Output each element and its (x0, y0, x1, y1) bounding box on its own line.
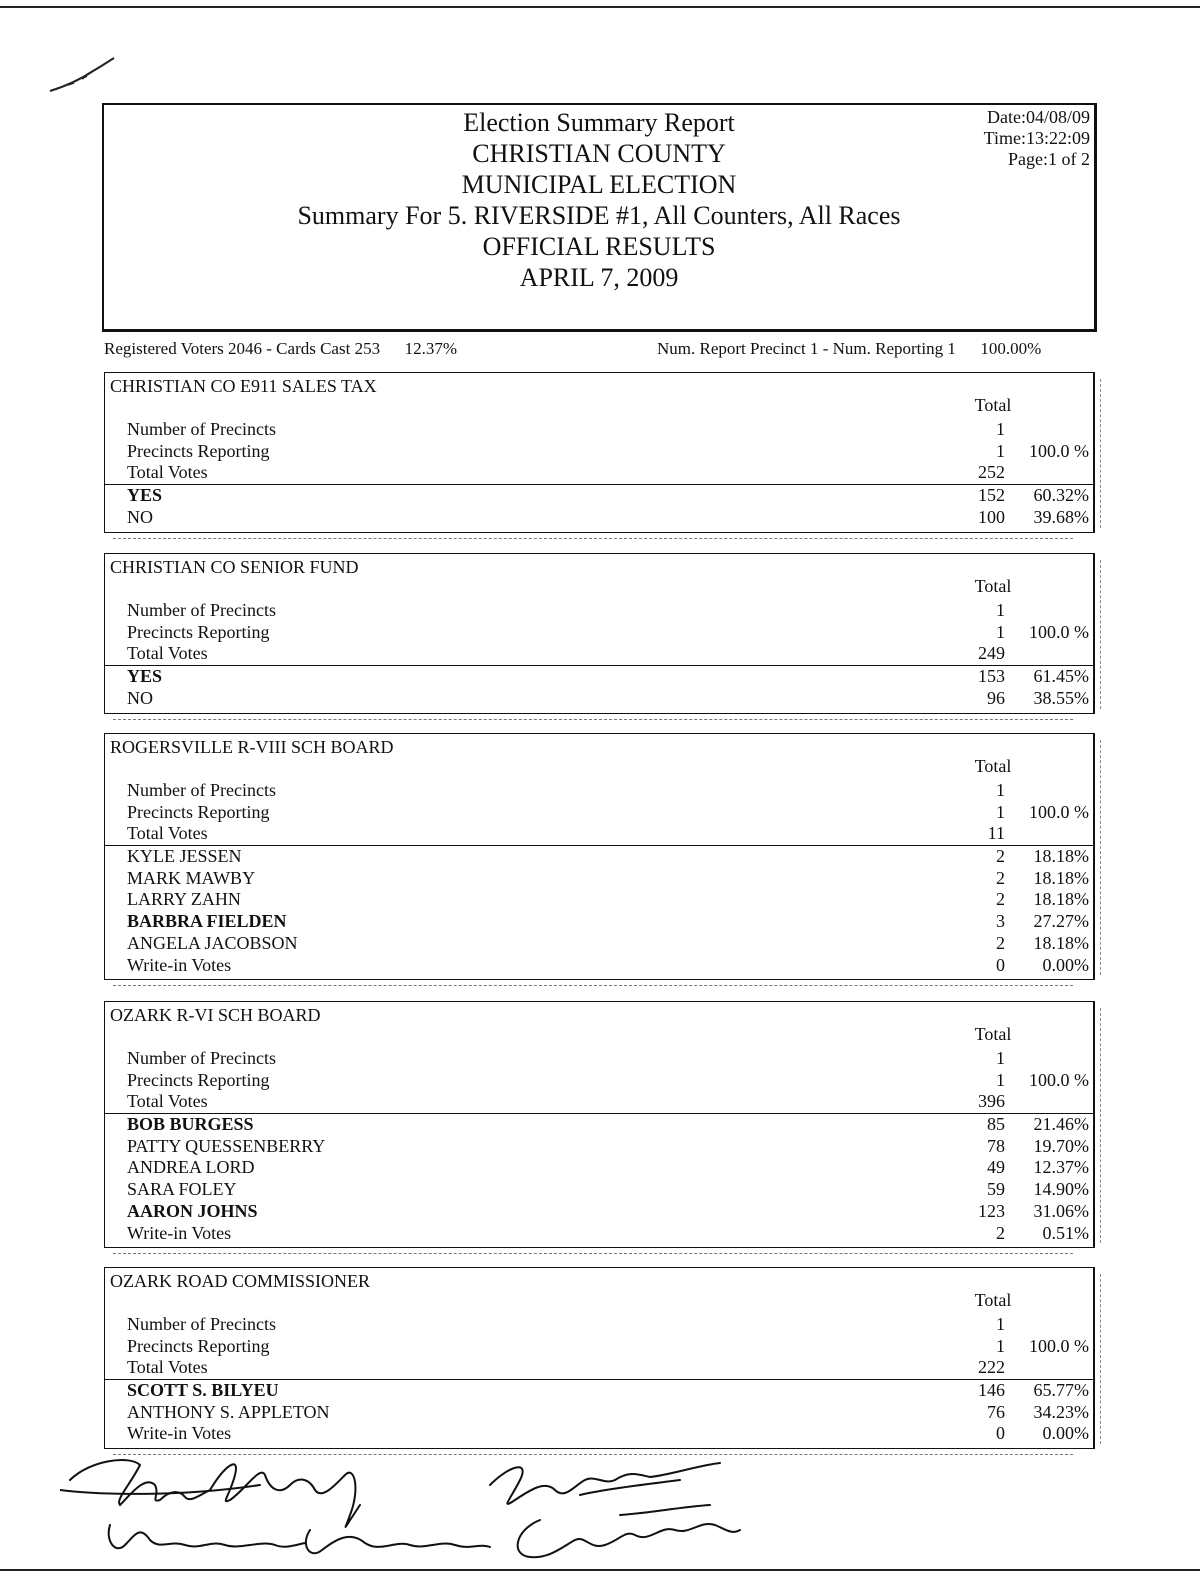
row-percent: 18.18% (1033, 889, 1089, 910)
row-percent: 12.37% (1033, 1157, 1089, 1178)
row-label: Precincts Reporting (127, 621, 270, 642)
row-count: 249 (978, 643, 1005, 664)
total-column-header: Total (974, 576, 1012, 596)
row-count: 1 (996, 1069, 1005, 1090)
row-label: ANTHONY S. APPLETON (127, 1401, 330, 1422)
turnout-percent: 12.37% (404, 339, 457, 358)
row-label: Number of Precincts (127, 419, 276, 439)
row-label: Total Votes (127, 1357, 208, 1378)
result-row (105, 507, 1093, 529)
report-time: Time:13:22:09 (983, 128, 1090, 148)
row-count: 123 (978, 1200, 1005, 1221)
result-row (105, 1179, 1093, 1201)
row-label: BOB BURGESS (127, 1114, 254, 1135)
row-count: 49 (987, 1157, 1005, 1178)
race-box (104, 1001, 1095, 1248)
row-percent: 39.68% (1033, 506, 1089, 527)
row-label: YES (127, 666, 163, 687)
result-row (105, 1423, 1093, 1445)
row-count: 1 (996, 801, 1005, 822)
row-label: Number of Precincts (127, 600, 276, 620)
voter-summary (104, 339, 457, 359)
result-row (105, 955, 1093, 977)
row-percent: 19.70% (1033, 1135, 1089, 1156)
handwritten-signatures (60, 1445, 760, 1570)
race-rows (105, 1314, 1093, 1445)
row-count: 2 (996, 1222, 1005, 1243)
reporting-percent: 100.00% (980, 339, 1042, 358)
result-row (105, 1379, 1093, 1402)
result-row (105, 1402, 1093, 1424)
report-page: Page:1 of 2 (1008, 149, 1090, 169)
race-box (104, 733, 1095, 980)
race-box (104, 553, 1095, 714)
row-count: 2 (996, 889, 1005, 910)
election-name: MUNICIPAL ELECTION (461, 170, 737, 199)
row-count: 1 (996, 1335, 1005, 1356)
row-count: 11 (987, 823, 1005, 844)
total-column-header: Total (974, 395, 1012, 415)
row-percent: 0.51% (1042, 1222, 1089, 1243)
race-box (104, 372, 1095, 533)
row-label: Precincts Reporting (127, 1335, 270, 1356)
race-rows (105, 1048, 1093, 1244)
row-label: Total Votes (127, 643, 208, 664)
row-percent: 100.0 % (1029, 440, 1089, 461)
row-count: 252 (978, 462, 1005, 483)
row-percent: 65.77% (1033, 1380, 1089, 1401)
race-title: CHRISTIAN CO SENIOR FUND (110, 557, 359, 577)
row-label: BARBRA FIELDEN (127, 911, 287, 932)
row-count: 85 (987, 1114, 1005, 1135)
report-header-box (102, 103, 1097, 332)
result-row (105, 1357, 1093, 1379)
row-label: Number of Precincts (127, 1314, 276, 1334)
result-row (105, 1048, 1093, 1070)
row-percent: 18.18% (1033, 932, 1089, 953)
result-row (105, 1136, 1093, 1158)
row-label: YES (127, 485, 163, 506)
row-label: MARK MAWBY (127, 867, 256, 888)
result-row (105, 688, 1093, 710)
row-count: 0 (996, 954, 1005, 975)
row-count: 96 (987, 687, 1005, 708)
result-row (105, 622, 1093, 644)
precincts-reporting-summary: Num. Report Precinct 1 - Num. Reporting 1 (657, 339, 956, 358)
row-count: 2 (996, 846, 1005, 867)
result-row (105, 1336, 1093, 1358)
row-count: 3 (996, 911, 1005, 932)
row-percent: 18.18% (1033, 846, 1089, 867)
row-label: ANGELA JACOBSON (127, 932, 298, 953)
row-percent: 34.23% (1033, 1401, 1089, 1422)
row-label: Total Votes (127, 1091, 208, 1112)
bottom-border-rule (0, 1569, 1200, 1571)
row-count: 1 (996, 419, 1005, 439)
result-row (105, 802, 1093, 824)
row-count: 146 (978, 1380, 1005, 1401)
row-count: 222 (978, 1357, 1005, 1378)
row-count: 76 (987, 1401, 1005, 1422)
scan-mark-icon (48, 55, 118, 95)
result-row (105, 1157, 1093, 1179)
result-row (105, 1314, 1093, 1336)
row-label: SCOTT S. BILYEU (127, 1380, 279, 1401)
reporting-summary (657, 339, 1041, 359)
race-title: OZARK R-VI SCH BOARD (110, 1005, 321, 1025)
result-row (105, 1113, 1093, 1136)
row-label: Number of Precincts (127, 1048, 276, 1068)
row-percent: 0.00% (1042, 954, 1089, 975)
summary-scope: Summary For 5. RIVERSIDE #1, All Counters, All Races (297, 201, 901, 230)
row-count: 1 (996, 440, 1005, 461)
row-label: Write-in Votes (127, 954, 232, 975)
row-count: 2 (996, 932, 1005, 953)
results-status: OFFICIAL RESULTS (482, 232, 716, 261)
row-label: Total Votes (127, 823, 208, 844)
result-row (105, 845, 1093, 868)
race-rows (105, 419, 1093, 528)
row-percent: 100.0 % (1029, 621, 1089, 642)
race-rows (105, 600, 1093, 709)
row-percent: 21.46% (1033, 1114, 1089, 1135)
row-percent: 60.32% (1033, 485, 1089, 506)
race-title: ROGERSVILLE R-VIII SCH BOARD (110, 737, 394, 757)
row-label: LARRY ZAHN (127, 889, 241, 910)
row-percent: 0.00% (1042, 1423, 1089, 1444)
race-rows (105, 780, 1093, 976)
row-percent: 38.55% (1033, 687, 1089, 708)
row-percent: 18.18% (1033, 867, 1089, 888)
row-label: NO (127, 687, 153, 708)
row-percent: 100.0 % (1029, 801, 1089, 822)
row-label: NO (127, 506, 153, 527)
row-percent: 31.06% (1033, 1200, 1089, 1221)
result-row (105, 1091, 1093, 1113)
result-row (105, 1201, 1093, 1223)
total-column-header: Total (974, 756, 1012, 776)
row-label: Precincts Reporting (127, 1069, 270, 1090)
row-label: Write-in Votes (127, 1222, 232, 1243)
row-count: 2 (996, 867, 1005, 888)
result-row (105, 889, 1093, 911)
row-count: 1 (996, 621, 1005, 642)
registered-voters: Registered Voters 2046 - Cards Cast 253 (104, 339, 381, 358)
row-count: 1 (996, 1314, 1005, 1334)
result-row (105, 462, 1093, 484)
result-row (105, 665, 1093, 688)
report-title: Election Summary Report (463, 108, 735, 137)
row-label: Precincts Reporting (127, 440, 270, 461)
report-title-block (104, 107, 1094, 293)
result-row (105, 780, 1093, 802)
row-label: ANDREA LORD (127, 1157, 255, 1178)
total-column-header: Total (974, 1290, 1012, 1310)
row-count: 1 (996, 1048, 1005, 1068)
row-percent: 14.90% (1033, 1179, 1089, 1200)
result-row (105, 1070, 1093, 1092)
top-border-rule (0, 6, 1200, 8)
row-label: Precincts Reporting (127, 801, 270, 822)
result-row (105, 600, 1093, 622)
result-row (105, 643, 1093, 665)
row-percent: 61.45% (1033, 666, 1089, 687)
row-count: 1 (996, 600, 1005, 620)
row-label: Number of Precincts (127, 780, 276, 800)
row-label: SARA FOLEY (127, 1179, 237, 1200)
result-row (105, 868, 1093, 890)
row-count: 0 (996, 1423, 1005, 1444)
result-row (105, 419, 1093, 441)
row-percent: 100.0 % (1029, 1335, 1089, 1356)
race-title: OZARK ROAD COMMISSIONER (110, 1271, 371, 1291)
race-title: CHRISTIAN CO E911 SALES TAX (110, 376, 377, 396)
result-row (105, 484, 1093, 507)
row-label: Total Votes (127, 462, 208, 483)
row-count: 59 (987, 1179, 1005, 1200)
row-count: 153 (978, 666, 1005, 687)
total-column-header: Total (974, 1024, 1012, 1044)
county-name: CHRISTIAN COUNTY (472, 139, 726, 168)
report-meta (984, 107, 1090, 170)
result-row (105, 441, 1093, 463)
row-label: AARON JOHNS (127, 1200, 258, 1221)
row-count: 1 (996, 780, 1005, 800)
result-row (105, 1223, 1093, 1245)
row-percent: 27.27% (1033, 911, 1089, 932)
row-label: Write-in Votes (127, 1423, 232, 1444)
row-label: PATTY QUESSENBERRY (127, 1135, 326, 1156)
election-date: APRIL 7, 2009 (519, 263, 679, 292)
result-row (105, 823, 1093, 845)
row-count: 78 (987, 1135, 1005, 1156)
row-count: 100 (978, 506, 1005, 527)
race-box (104, 1267, 1095, 1449)
result-row (105, 911, 1093, 933)
report-date: Date:04/08/09 (987, 107, 1090, 127)
result-row (105, 933, 1093, 955)
row-count: 152 (978, 485, 1005, 506)
row-label: KYLE JESSEN (127, 846, 242, 867)
row-count: 396 (978, 1091, 1005, 1112)
row-percent: 100.0 % (1029, 1069, 1089, 1090)
